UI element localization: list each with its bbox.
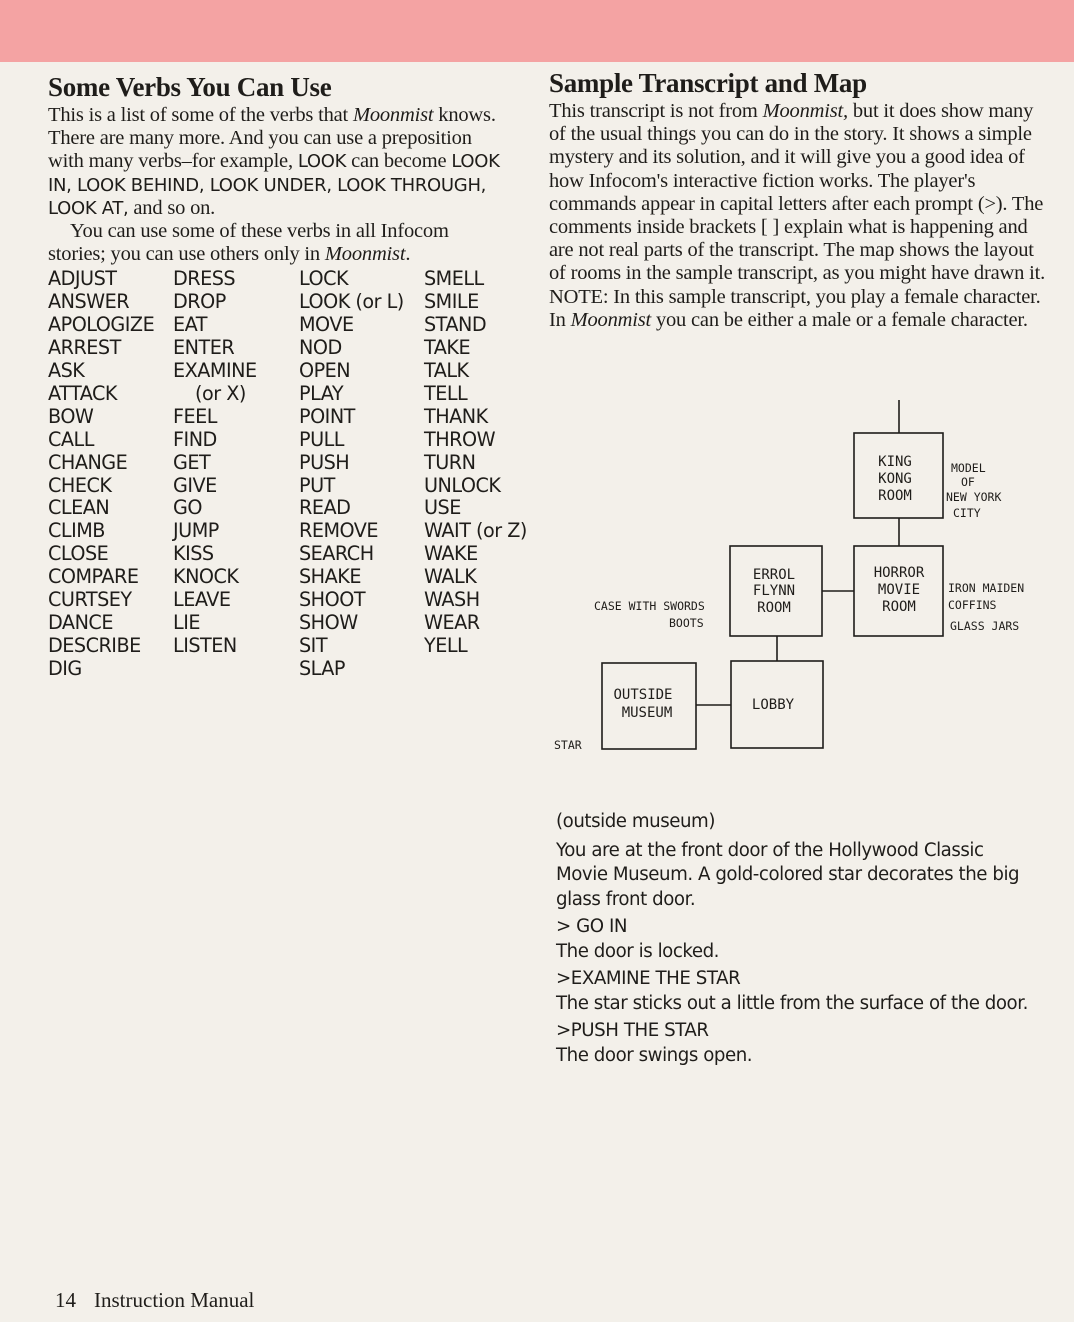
- verb-item: TALK: [424, 359, 469, 383]
- verb-item: JUMP: [173, 519, 219, 543]
- verb-item: CLEAN: [48, 496, 110, 520]
- intro-text: but it does show many of the usual things you can do in the story. It shows a simple mystery and its solution, and it will give you a good idea of how Infocom's interactive fiction works. The player's commands appear in capital letters after each prompt (>). The comments inside brackets [ ] explain what is happening and are not real parts of the transcript. The map shows the layout of rooms in the sample transcript, as you might have drawn it. NOTE: In this sample transcript, you play a female character. In: [549, 100, 1046, 331]
- verb-item: CHANGE: [48, 450, 128, 474]
- room-label: ERROL: [752, 567, 796, 583]
- verb-item: GO: [173, 496, 202, 520]
- map-note: NEW YORK: [946, 490, 1002, 504]
- verb-item: PLAY: [299, 381, 344, 405]
- map-note: MODEL: [951, 461, 986, 475]
- map-note: GLASS JARS: [950, 619, 1020, 633]
- manual-label: Instruction Manual: [94, 1288, 255, 1312]
- verb-item: APOLOGIZE: [48, 313, 155, 337]
- verb-item: LEAVE: [173, 588, 231, 612]
- verb-item: PUSH: [299, 450, 350, 474]
- game-title: Moonmist: [324, 243, 406, 266]
- room-label: MUSEUM: [621, 705, 673, 721]
- sample-map: [549, 395, 1049, 765]
- verb-item: SEARCH: [299, 542, 374, 566]
- transcript-heading: Sample Transcript and Map: [549, 68, 867, 98]
- room-label: ROOM: [878, 488, 912, 504]
- room-label: HORROR: [873, 565, 925, 581]
- game-title: Moonmist: [570, 308, 652, 331]
- verb-item: SMILE: [424, 290, 479, 314]
- transcript-response: The door is locked.: [556, 940, 720, 962]
- map-note: BOOTS: [669, 616, 704, 630]
- map-note: CITY: [953, 506, 981, 520]
- verb-item: POINT: [299, 404, 355, 428]
- verb-column: [424, 268, 534, 680]
- verb-item: ANSWER: [48, 290, 130, 314]
- transcript-response: The door swings open.: [556, 1044, 753, 1066]
- transcript-section: [549, 66, 1049, 332]
- header-color-band: [0, 0, 1074, 62]
- verb-item: CLOSE: [48, 542, 109, 566]
- verb-item: ATTACK: [48, 381, 118, 405]
- page-number: 14: [55, 1288, 76, 1312]
- verb-item: THANK: [424, 404, 488, 428]
- room-label: LOBBY: [751, 697, 795, 713]
- verb-item: EXAMINE: [173, 359, 257, 383]
- transcript-command: >PUSH THE STAR: [556, 1020, 709, 1041]
- transcript-location: (outside museum): [556, 811, 715, 832]
- map-note: CASE WITH SWORDS: [594, 599, 705, 613]
- verb-item: CALL: [48, 427, 94, 451]
- example-verbs: LOOK IN, LOOK BEHIND, LOOK UNDER, LOOK THROUGH, LOOK AT,: [48, 151, 500, 219]
- sample-transcript: [556, 810, 1036, 1068]
- intro-text: can become: [346, 150, 452, 173]
- verb-item: SHOOT: [299, 588, 366, 612]
- verb-column: [299, 268, 424, 680]
- verb-item: DESCRIBE: [48, 633, 141, 657]
- verb-item: KISS: [173, 542, 214, 566]
- transcript-command: > GO IN: [556, 916, 628, 937]
- intro-text: you can be either a male or a female character.: [651, 308, 1028, 331]
- verb-item: SHAKE: [299, 565, 361, 589]
- verb-item: DIG: [48, 656, 82, 680]
- transcript-intro: [549, 100, 1049, 332]
- verb-list: [48, 267, 527, 680]
- verb-item: WASH: [424, 588, 480, 612]
- verb-item: SMELL: [424, 267, 484, 291]
- verb-item: DROP: [173, 290, 226, 314]
- room-label: MOVIE: [877, 582, 921, 598]
- verbs-heading: Some Verbs You Can Use: [48, 72, 332, 102]
- verb-item: KNOCK: [173, 565, 239, 589]
- intro-text: This transcript is not from: [549, 100, 763, 122]
- verb-item: LOOK (or L): [299, 290, 404, 314]
- verb-item: GIVE: [173, 473, 217, 497]
- verb-item: COMPARE: [48, 565, 139, 589]
- verb-item: WEAR: [424, 611, 480, 635]
- verb-item: CLIMB: [48, 519, 105, 543]
- page-footer: [55, 1288, 254, 1313]
- intro-text: knows. There are many more. And you can use a preposition with many verbs–for example,: [48, 104, 496, 173]
- verb-column: [173, 268, 299, 680]
- verbs-section: [48, 70, 527, 681]
- transcript-command: >EXAMINE THE STAR: [556, 968, 741, 989]
- verb-item: REMOVE: [299, 519, 379, 543]
- map-drawing: [549, 395, 1049, 765]
- intro-text: .: [405, 243, 411, 266]
- room-label: ROOM: [757, 600, 791, 616]
- verb-item: LIE: [173, 611, 200, 635]
- verb-item: CHECK: [48, 473, 112, 497]
- example-verb: LOOK: [297, 151, 347, 173]
- verb-item: TAKE: [424, 336, 471, 360]
- verb-item: EAT: [173, 313, 207, 337]
- map-note: IRON MAIDEN: [948, 581, 1025, 595]
- verb-item: DRESS: [173, 267, 236, 291]
- verb-item: ENTER: [173, 336, 235, 360]
- verb-item: OPEN: [299, 359, 351, 383]
- transcript-description: You are at the front door of the Hollywood Classic Movie Museum. A gold-colored star decorates the big glass front door.: [556, 839, 1020, 910]
- verbs-intro: [48, 104, 503, 266]
- verb-item: ARREST: [48, 336, 121, 360]
- verb-item: WALK: [424, 565, 477, 589]
- verb-item: BOW: [48, 404, 94, 428]
- map-note: COFFINS: [948, 598, 997, 612]
- intro-text: You can use some of these verbs in all Infocom stories; you can use others only in: [48, 220, 449, 266]
- room-label: KONG: [878, 471, 912, 487]
- verb-item: FIND: [173, 427, 217, 451]
- verb-item: THROW: [424, 427, 496, 451]
- verb-item: TURN: [424, 450, 476, 474]
- game-title: Moonmist: [352, 104, 434, 126]
- room-label: KING: [878, 454, 912, 470]
- map-note: OF: [961, 475, 975, 489]
- transcript-response: The star sticks out a little from the surface of the door.: [556, 992, 1028, 1014]
- map-note: STAR: [554, 738, 582, 752]
- verb-item: UNLOCK: [424, 473, 501, 497]
- game-title: Moonmist,: [762, 100, 848, 122]
- verb-item: READ: [299, 496, 351, 520]
- verb-item: WAIT (or Z): [424, 519, 527, 543]
- verb-item: MOVE: [299, 313, 354, 337]
- verb-item: SHOW: [299, 611, 358, 635]
- verb-column: [48, 268, 173, 680]
- room-label: FLYNN: [752, 583, 796, 599]
- verb-item: USE: [424, 496, 461, 520]
- verb-item: SIT: [299, 633, 328, 657]
- verb-item: SLAP: [299, 656, 346, 680]
- verb-item: PUT: [299, 473, 335, 497]
- verb-item: ADJUST: [48, 267, 117, 291]
- verb-item: ASK: [48, 359, 85, 383]
- verb-item: NOD: [299, 336, 342, 360]
- room-label: ROOM: [882, 599, 916, 615]
- verb-item: PULL: [299, 427, 344, 451]
- intro-text: and so on.: [128, 196, 216, 219]
- verb-item: CURTSEY: [48, 588, 132, 612]
- verb-item: TELL: [424, 381, 468, 405]
- verb-item: STAND: [424, 313, 487, 337]
- verb-item: (or X): [195, 381, 246, 405]
- verb-item: GET: [173, 450, 211, 474]
- verb-item: FEEL: [173, 404, 217, 428]
- verb-item: LISTEN: [173, 633, 237, 657]
- verb-item: WAKE: [424, 542, 478, 566]
- room-label: OUTSIDE: [613, 687, 673, 703]
- intro-text: This is a list of some of the verbs that: [48, 104, 353, 126]
- verb-item: LOCK: [299, 267, 349, 291]
- verb-item: DANCE: [48, 611, 113, 635]
- verb-item: YELL: [424, 633, 468, 657]
